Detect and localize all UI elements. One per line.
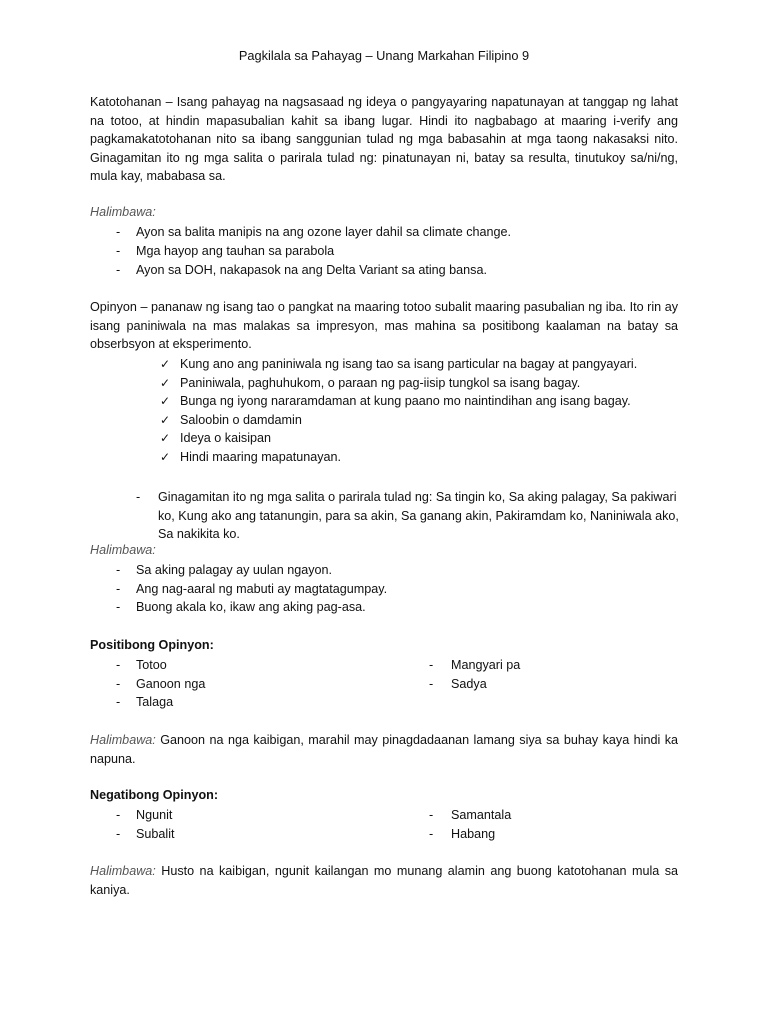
opinyon-halimbawa-label: Halimbawa: [90,543,156,557]
check-icon: ✓ [160,450,171,464]
list-item: Ngunit [136,808,173,822]
list-item: Mangyari pa [451,658,521,672]
opinyon-words-line-2: ko, Kung ako ang tatanungin, para sa akin, Sa ganang akin, Pakiramdam ko, Naniniwala ako, [158,509,679,523]
list-item: Hindi maaring mapatunayan. [180,450,342,464]
page-title: Pagkilala sa Pahayag – Unang Markahan Filipino 9 [238,48,530,63]
list-bullet: - [429,827,434,841]
list-bullet: - [429,658,434,672]
list-item: Ayon sa DOH, nakapasok na ang Delta Variant sa ating bansa. [136,263,487,277]
list-bullet: - [116,244,121,258]
list-bullet: - [116,225,121,239]
list-item: Paniniwala, paghuhukom, o paraan ng pag-iisip tungkol sa isang bagay. [180,376,581,390]
list-item: Ayon sa balita manipis na ang ozone layer dahil sa climate change. [136,225,512,239]
list-item: Ang nag-aaral ng mabuti ay magtatagumpay. [136,582,388,596]
check-icon: ✓ [160,413,171,427]
positibo-heading: Positibong Opinyon: [90,638,214,652]
negatibo-heading: Negatibong Opinyon: [90,788,219,802]
check-icon: ✓ [160,357,171,371]
positibo-example [90,731,678,768]
list-bullet: - [116,600,121,614]
opinyon-words-line-3: Sa nakikita ko. [158,527,240,541]
check-icon: ✓ [160,431,171,445]
list-bullet: - [429,808,434,822]
check-icon: ✓ [160,394,171,408]
list-bullet: - [116,263,121,277]
list-item: Kung ano ang paniniwala ng isang tao sa isang particular na bagay at pangyayari. [180,357,638,371]
positibo-example-label: Halimbawa: [90,733,156,747]
list-item: Ideya o kaisipan [180,431,272,445]
list-bullet: - [116,582,121,596]
list-item: Mga hayop ang tauhan sa parabola [136,244,335,258]
negatibo-example-label: Halimbawa: [90,864,156,878]
list-bullet: - [116,695,121,709]
positibo-example-text: Ganoon na nga kaibigan, marahil may pinagdadaanan lamang siya sa buhay kaya hindi ka napuna. [90,733,679,766]
list-item: Habang [451,827,496,841]
list-item: Buong akala ko, ikaw ang aking pag-asa. [136,600,366,614]
list-bullet: - [116,677,121,691]
katotohanan-halimbawa-label: Halimbawa: [90,205,156,219]
list-item: Ganoon nga [136,677,206,691]
list-item: Totoo [136,658,167,672]
check-icon: ✓ [160,376,171,390]
list-bullet: - [429,677,434,691]
list-item: Talaga [136,695,174,709]
list-bullet: - [116,658,121,672]
list-item: Samantala [451,808,512,822]
negatibo-example-text: Husto na kaibigan, ngunit kailangan mo munang alamin ang buong katotohanan mula sa kaniya. [90,864,678,897]
katotohanan-definition: Katotohanan – Isang pahayag na nagsasaad ng ideya o pangyayaring napatunayan at tanggap ng lahat na totoo, at hindin mapasubalian kahit sa ibang lugar. Hindi ito nagbabago at maaring i-verify ang pagkamakatotohanan nito sa ibang sanggunian tulad ng mga babasahin at mga taong nakasaksi nito. Ginagamitan ito ng mga salita o parirala tulad ng: pinatunayan ni, batay sa resulta, tinutukoy sa/ni/ng, mula kay, mababasa sa. [90,95,678,183]
list-item: Subalit [136,827,175,841]
list-item: Saloobin o damdamin [180,413,302,427]
list-item: Bunga ng iyong nararamdaman at kung paano mo naintindihan ang isang bagay. [180,394,631,408]
opinyon-definition: Opinyon – pananaw ng isang tao o pangkat na maaring totoo subalit maaring pasubalian ng iba. Ito rin ay isang paniniwala na mas malakas sa impresyon, mas mahina sa positibong kaalaman na batay sa obserbsyon at eksperimento. [90,300,678,351]
list-bullet: - [116,808,121,822]
list-bullet: - [136,490,141,504]
list-item: Sadya [451,677,487,691]
negatibo-example [90,862,678,899]
list-bullet: - [116,827,121,841]
list-bullet: - [116,563,121,577]
list-item: Sa aking palagay ay uulan ngayon. [136,563,333,577]
opinyon-words-line-1: Ginagamitan ito ng mga salita o parirala tulad ng: Sa tingin ko, Sa aking palagay, Sa pakiwari [158,490,677,504]
